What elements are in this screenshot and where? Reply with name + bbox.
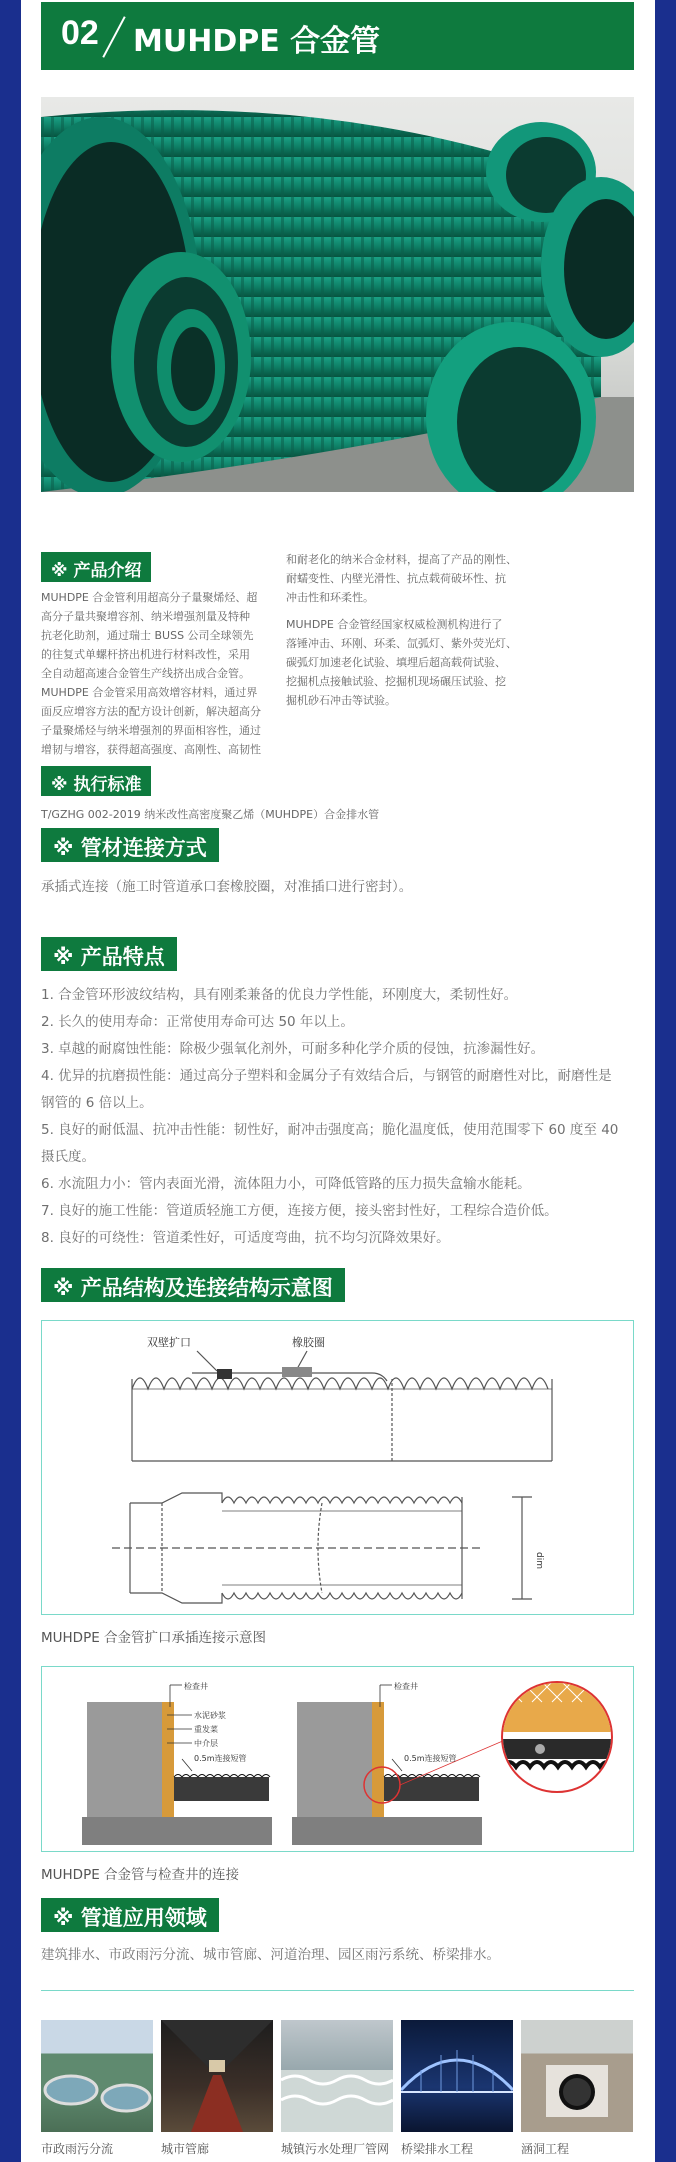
diagram-caption-1: MUHDPE 合金管扩口承插连接示意图 xyxy=(41,1630,267,1646)
thumb-label: 城镇污水处理厂管网 xyxy=(281,2142,390,2156)
thumb-utility-tunnel xyxy=(161,2020,273,2132)
feature-line: 7. 良好的施工性能：管道质轻施工方便，连接方便，接头密封性好，工程综合造价低。 xyxy=(41,1203,558,1219)
thumb-label: 城市管廊 xyxy=(161,2142,210,2156)
intro-line: 挖掘机点接触试验、挖掘机现场碾压试验、挖 xyxy=(286,675,506,688)
intro-line: 的往复式单螺杆挤出机进行材料改性，采用 xyxy=(41,648,250,661)
intro-line: 和耐老化的纳米合金材料，提高了产品的刚性、 xyxy=(286,553,517,566)
intro-line: MUHDPE 合金管经国家权威检测机构进行了 xyxy=(286,618,503,631)
divider xyxy=(41,1990,634,1991)
diagram-caption-2: MUHDPE 合金管与检查井的连接 xyxy=(41,1867,240,1883)
application-gallery xyxy=(41,2020,634,2135)
intro-line: 耐蠕变性、内壁光滑性、抗点载荷破坏性、抗 xyxy=(286,572,506,585)
feature-line: 8. 良好的可绕性：管道柔性好，可适度弯曲，抗不均匀沉降效果好。 xyxy=(41,1230,450,1246)
feature-line: 6. 水流阻力小：管内表面光滑，流体阻力小，可降低管路的压力损失盒输水能耗。 xyxy=(41,1176,531,1192)
thumb-label: 涵洞工程 xyxy=(521,2142,570,2156)
thumb-bridge xyxy=(401,2020,513,2132)
intro-line: 抗老化助剂，通过瑞士 BUSS 公司全球领先 xyxy=(41,629,254,642)
label-rubber: 橡胶圈 xyxy=(292,1336,325,1349)
thumb-label: 市政雨污分流 xyxy=(41,2142,114,2156)
feature-line: 摄氏度。 xyxy=(41,1149,95,1165)
well-label: 检查井 xyxy=(184,1682,208,1691)
section-header xyxy=(41,2,634,70)
page xyxy=(21,0,655,2162)
intro-line: MUHDPE 合金管采用高效增容材料，通过界 xyxy=(41,686,258,699)
feature-line: 1. 合金管环形波纹结构，具有刚柔兼备的优良力学性能，环刚度大，柔韧性好。 xyxy=(41,987,518,1003)
label-double-wall: 双壁扩口 xyxy=(147,1336,191,1349)
intro-line: 面反应增容方法的配方设计创新，解决超高分 xyxy=(41,705,261,718)
socket-diagram xyxy=(41,1320,634,1615)
connection-text: 承插式连接（施工时管道承口套橡胶圈，对准插口进行密封）。 xyxy=(41,879,413,895)
intro-line: 落锤冲击、环刚、环柔、氙弧灯、紫外荧光灯、 xyxy=(286,637,517,650)
intro-line: 子量聚烯烃与纳米增强剂的界面相容性，通过 xyxy=(41,724,261,737)
thumb-wastewater xyxy=(281,2020,393,2132)
product-photo xyxy=(41,97,634,492)
well-label: 中介层 xyxy=(194,1739,218,1748)
intro-line: 高分子量共聚增容剂、纳米增强剂量及特种 xyxy=(41,610,250,623)
well-label: 0.5m连接短管 xyxy=(404,1754,457,1763)
features-tag: ※ 产品特点 xyxy=(41,937,177,971)
thumb-municipal xyxy=(41,2020,153,2132)
feature-line: 5. 良好的耐低温、抗冲击性能：韧性好，耐冲击强度高；脆化温度低，使用范围零下 60 度至 40 xyxy=(41,1122,619,1138)
intro-tag: ※ 产品介绍 xyxy=(41,552,151,582)
applications-tag: ※ 管道应用领域 xyxy=(41,1898,219,1932)
well-label: 重发菜 xyxy=(194,1725,218,1734)
feature-line: 4. 优异的抗磨损性能：通过高分子塑料和金属分子有效结合后，与钢管的耐磨性对比，耐磨性是 xyxy=(41,1068,612,1084)
feature-line: 3. 卓越的耐腐蚀性能：除极少强氧化剂外，可耐多种化学介质的侵蚀，抗渗漏性好。 xyxy=(41,1041,545,1057)
applications-text: 建筑排水、市政雨污分流、城市管廊、河道治理、园区雨污系统、桥梁排水。 xyxy=(41,1947,500,1963)
structure-tag: ※ 产品结构及连接结构示意图 xyxy=(41,1268,345,1302)
feature-line: 钢管的 6 倍以上。 xyxy=(41,1095,153,1111)
intro-line: 全自动超高速合金管生产线挤出成合金管。 xyxy=(41,667,250,680)
feature-line: 2. 长久的使用寿命：正常使用寿命可达 50 年以上。 xyxy=(41,1014,354,1030)
well-diagram xyxy=(41,1666,634,1852)
standard-tag: ※ 执行标准 xyxy=(41,766,151,796)
connection-tag: ※ 管材连接方式 xyxy=(41,828,219,862)
features-list xyxy=(41,982,641,1252)
well-label: 0.5m连接短管 xyxy=(194,1754,247,1763)
well-label: 检查井 xyxy=(394,1682,418,1691)
intro-line: 增韧与增容，获得超高强度、高刚性、高韧性 xyxy=(41,743,261,756)
label-dim: dim xyxy=(534,1552,544,1569)
intro-line: 冲击性和环柔性。 xyxy=(286,591,374,604)
intro-line: MUHDPE 合金管利用超高分子量聚烯烃、超 xyxy=(41,591,258,604)
slash-divider xyxy=(102,16,125,58)
section-number: 02 xyxy=(61,14,99,52)
intro-left-text xyxy=(41,588,286,759)
well-label: 水泥砂浆 xyxy=(194,1711,226,1720)
intro-right-text xyxy=(286,550,536,710)
intro-line: 碳弧灯加速老化试验、填埋后超高载荷试验、 xyxy=(286,656,506,669)
standard-text: T/GZHG 002-2019 纳米改性高密度聚乙烯（MUHDPE）合金排水管 xyxy=(41,808,380,821)
thumb-label: 桥梁排水工程 xyxy=(401,2142,474,2156)
thumb-culvert xyxy=(521,2020,633,2132)
section-title: MUHDPE 合金管 xyxy=(133,24,381,59)
intro-line: 掘机砂石冲击等试验。 xyxy=(286,694,396,707)
